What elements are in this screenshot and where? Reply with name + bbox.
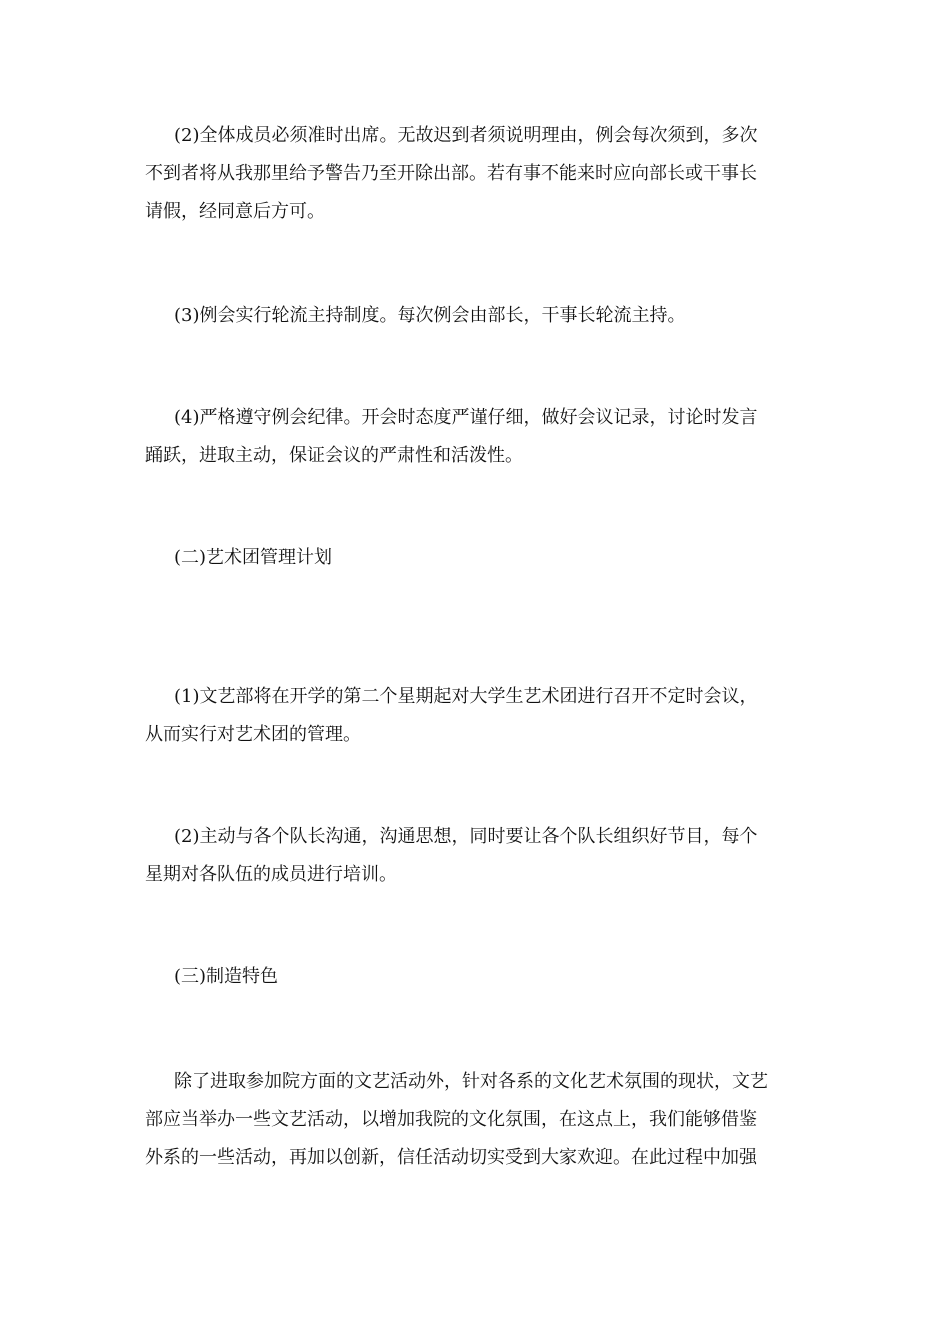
paragraph-line: 星期对各队伍的成员进行培训。 (145, 864, 397, 885)
paragraph-line: 不到者将从我那里给予警告乃至开除出部。若有事不能来时应向部长或干事长 (145, 163, 757, 184)
paragraph-line: (3)例会实行轮流主持制度。每次例会由部长，干事长轮流主持。 (174, 305, 686, 326)
paragraph-meeting-discipline (145, 399, 810, 475)
paragraph-line: (4)严格遵守例会纪律。开会时态度严谨仔细，做好会议记录，讨论时发言 (174, 407, 758, 428)
section-heading: (二)艺术团管理计划 (174, 547, 333, 568)
paragraph-host-rotation (145, 297, 810, 335)
paragraph-line: (1)文艺部将在开学的第二个星期起对大学生艺术团进行召开不定时会议， (174, 686, 758, 707)
paragraph-line: 除了进取参加院方面的文艺活动外，针对各系的文化艺术氛围的现状，文艺 (174, 1071, 768, 1092)
paragraph-line: 外系的一些活动，再加以创新，信任活动切实受到大家欢迎。在此过程中加强 (145, 1147, 757, 1168)
paragraph-line: 部应当举办一些文艺活动，以增加我院的文化氛围，在这点上，我们能够借鉴 (145, 1109, 757, 1130)
section-heading-features (145, 958, 810, 996)
paragraph-line: 从而实行对艺术团的管理。 (145, 724, 361, 745)
paragraph-line: (2)全体成员必须准时出席。无故迟到者须说明理由，例会每次须到，多次 (174, 125, 758, 146)
paragraph-line: 踊跃，进取主动，保证会议的严肃性和活泼性。 (145, 445, 523, 466)
paragraph-art-troupe-meetings (145, 678, 810, 754)
section-heading-art-troupe (145, 539, 810, 577)
paragraph-attendance-rule (145, 117, 810, 231)
section-heading: (三)制造特色 (174, 966, 279, 987)
paragraph-line: (2)主动与各个队长沟通，沟通思想，同时要让各个队长组织好节目，每个 (174, 826, 758, 847)
paragraph-team-leaders (145, 818, 810, 894)
paragraph-activities (145, 1063, 810, 1177)
paragraph-line: 请假，经同意后方可。 (145, 201, 325, 222)
